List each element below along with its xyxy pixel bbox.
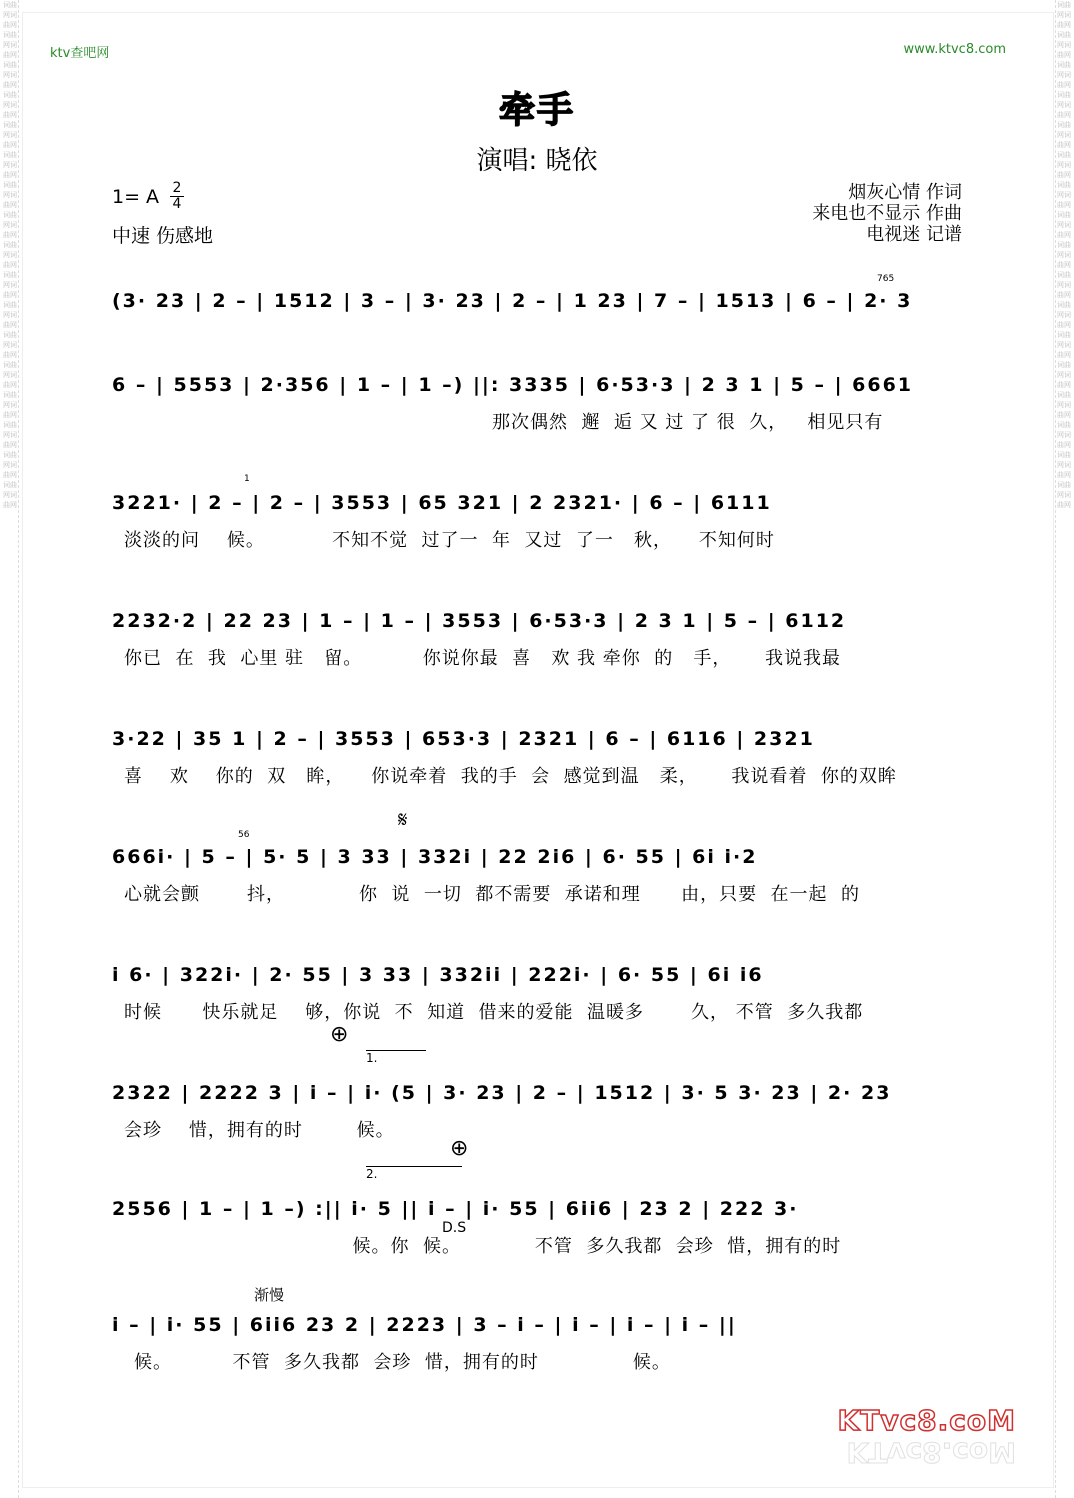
credits [812, 182, 962, 245]
lyrics-row-6: 心就会颤 抖， 你 说 一切 都不需要 承诺和理 由，只要 在一起 的 [124, 884, 860, 905]
notes-row-5: 3·22 | 35 1 | 2 – | 3553 | 653·3 | 2321 | 6 – | 6116 | 2321 [112, 728, 815, 750]
lyrics-row-8: 会珍 惜，拥有的时 候。 [124, 1120, 395, 1141]
score-row-5 [112, 724, 972, 787]
side-watermark-right: 词曲网词曲网词曲网词曲网词曲网词曲网词曲网词曲网词曲网词曲网词曲网词曲网词曲网词曲网词曲网词曲网词曲网词曲网词曲网词曲网词曲网词曲网词曲网词曲网词曲网词曲网词曲网词曲网词曲网词曲网词曲网词曲网词曲网词曲网 [1055, 0, 1072, 1498]
transcriber-credit: 电视迷 记谱 [866, 224, 962, 245]
notes-row-8: 2322 | 2222 3 | i – | i· (5 | 3· 23 | 2 – | 1512 | 3· 5 3· 23 | 2· 23 [112, 1082, 892, 1104]
score-row-6 [112, 830, 972, 905]
grace-note-56: 56 [238, 830, 250, 840]
notes-row-9: 2556 | 1 – | 1 –) :|| i· 5 || i – | i· 55 | 6ii6 | 23 2 | 222 3· [112, 1198, 799, 1220]
score-row-9 [112, 1194, 972, 1257]
lyrics-row-4: 你已 在 我 心里 驻 留。 你说你最 喜 欢 我 牵你 的 手， 我说我最 [124, 648, 841, 669]
lyrics-row-2: 那次偶然 邂 逅 又 过 了 很 久， 相见只有 [492, 412, 884, 433]
side-watermark-left: 词曲网词曲网词曲网词曲网词曲网词曲网词曲网词曲网词曲网词曲网词曲网词曲网词曲网词曲网词曲网词曲网词曲网词曲网词曲网词曲网词曲网词曲网词曲网词曲网词曲网词曲网词曲网词曲网词曲网词曲网词曲网词曲网词曲网词曲网 [2, 0, 19, 1498]
grace-note-765: 765 [877, 274, 895, 284]
notes-row-7: i 6· | 322i· | 2· 55 | 3 33 | 332ii | 222i· | 6· 55 | 6i i6 [112, 964, 764, 986]
segno-sign: 𝄋 [398, 808, 408, 833]
lyrics-row-3: 淡淡的问 候。 不知不觉 过了一 年 又过 了一 秋， 不知何时 [124, 530, 775, 551]
time-signature-top: 2 [172, 180, 182, 196]
coda-sign-1: ⊕ [330, 1022, 349, 1047]
lyrics-row-5: 喜 欢 你的 双 眸， 你说牵着 我的手 会 感觉到温 柔， 我说看着 你的双眸 [124, 766, 897, 787]
notes-row-10: i – | i· 55 | 6ii6 23 2 | 2223 | 3 – i – | i – | i – | i – || [112, 1314, 737, 1336]
dal-segno: D.S [442, 1220, 467, 1236]
score-row-3 [112, 474, 972, 551]
lyrics-row-7: 时候 快乐就足 够，你说 不 知道 借来的爱能 温暖多 久， 不管 多久我都 [124, 1002, 864, 1023]
singer-line: 演唱: 晓依 [476, 146, 598, 176]
notes-row-2: 6 – | 5553 | 2·356 | 1 – | 1 –) ||: 3335 | 6·53·3 | 2 3 1 | 5 – | 6661 [112, 374, 914, 396]
notes-row-1: (3· 23 | 2 – | 1512 | 3 – | 3· 23 | 2 – | 1 23 | 7 – | 1513 | 6 – | 2· 3 [112, 290, 913, 312]
song-title: 牵手 [498, 90, 575, 131]
grace-note-1: 1 [244, 474, 250, 484]
coda-sign-2: ⊕ [450, 1136, 469, 1161]
composer-credit: 来电也不显示 作曲 [812, 203, 962, 224]
lyricist-credit: 烟灰心情 作词 [848, 182, 962, 203]
volta-1: 1. [366, 1050, 426, 1065]
ktvc8-logo: KTvc8.coM [837, 1404, 1016, 1437]
score-row-8 [112, 1078, 972, 1141]
site-name-link[interactable]: ktv查吧网 [50, 46, 110, 61]
lyrics-row-9: 候。你 候。 不管 多久我都 会珍 惜，拥有的时 [124, 1236, 842, 1257]
ktvc8-logo-reflection: KTvc8.coM [846, 1436, 1016, 1469]
score-row-4 [112, 606, 972, 669]
ritardando-marking: 渐慢 [254, 1286, 285, 1304]
notes-row-6: 666i· | 5 – | 5· 5 | 3 33 | 332i | 22 2i6 | 6· 55 | 6i i·2 [112, 846, 758, 868]
key-signature: 1= A [112, 186, 160, 208]
score-row-10 [112, 1310, 972, 1373]
tempo-marking: 中速 伤感地 [112, 225, 214, 247]
score-row-1 [112, 274, 972, 316]
notes-row-4: 2232·2 | 22 23 | 1 – | 1 – | 3553 | 6·53·3 | 2 3 1 | 5 – | 6112 [112, 610, 847, 632]
time-signature [170, 181, 184, 212]
volta-2: 2. [366, 1166, 462, 1181]
lyrics-row-10: 候。 不管 多久我都 会珍 惜，拥有的时 候。 [134, 1352, 671, 1373]
site-url-link[interactable]: www.ktvc8.com [903, 42, 1006, 57]
score-row-7 [112, 960, 972, 1023]
time-signature-bottom: 4 [170, 196, 184, 212]
score-row-2 [112, 370, 972, 433]
notes-row-3: 3221· | 2 – | 2 – | 3553 | 65 321 | 2 2321· | 6 – | 6111 [112, 492, 772, 514]
